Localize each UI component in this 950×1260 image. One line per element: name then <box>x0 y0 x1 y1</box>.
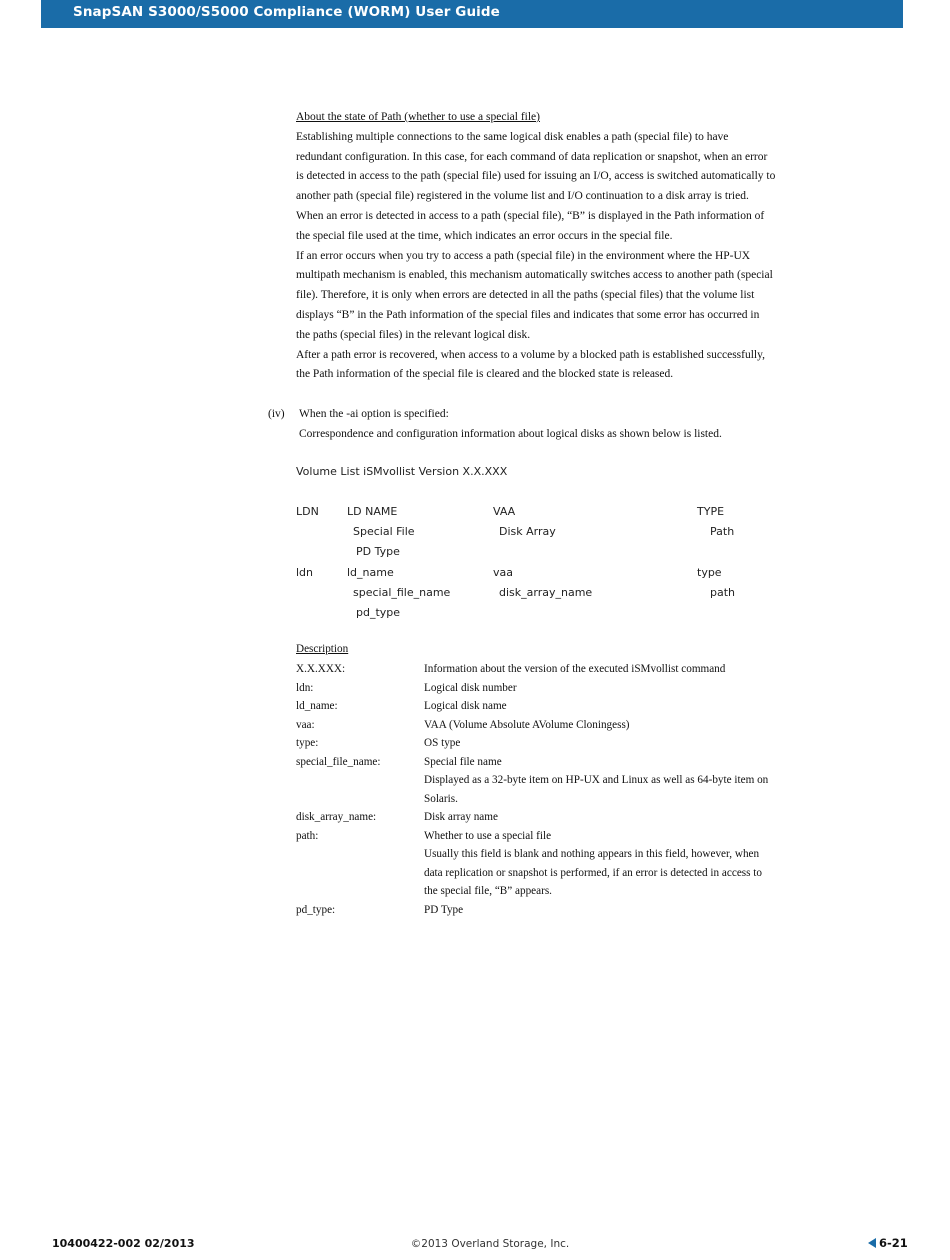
col-header-type: TYPE <box>697 505 725 518</box>
col-header-pd-type: PD Type <box>356 545 400 558</box>
col-value-path: path <box>710 586 736 599</box>
description-title: Description <box>296 643 349 655</box>
description-key: pd_type: <box>296 903 336 916</box>
version-line: Volume List iSMvollist Version X.X.XXX <box>296 465 508 478</box>
document-title: SnapSAN S3000/S5000 Compliance (WORM) User Guide <box>73 4 500 20</box>
paragraph-line: the special file used at the time, which indicates an error occurs in the special file. <box>296 229 673 242</box>
previous-page-arrow-icon <box>868 1238 876 1248</box>
paragraph-line: Establishing multiple connections to the same logical disk enables a path (special file) to have <box>296 130 729 143</box>
col-value-special-file: special_file_name <box>353 586 451 599</box>
col-header-path: Path <box>710 525 735 538</box>
about-path-section <box>296 108 775 385</box>
about-path-heading: About the state of Path (whether to use a special file) <box>296 111 540 123</box>
description-value: Logical disk name <box>424 700 507 712</box>
description-value: the special file, “B” appears. <box>424 885 552 897</box>
description-value: Special file name <box>424 755 502 768</box>
paragraph-line: file). Therefore, it is only when errors are detected in all the paths (special files) that the volume list <box>296 289 755 302</box>
page-number <box>868 1236 908 1250</box>
col-value-vaa: vaa <box>493 566 513 579</box>
description-value: VAA (Volume Absolute AVolume Cloningess) <box>424 718 630 731</box>
description-key: special_file_name: <box>296 755 381 768</box>
col-value-disk-array: disk_array_name <box>499 586 593 599</box>
description-value: OS type <box>424 737 461 749</box>
option-iv-label: (iv) <box>268 408 285 420</box>
paragraph-line: the Path information of the special file is cleared and the blocked state is released. <box>296 368 674 381</box>
col-header-special-file: Special File <box>353 525 415 538</box>
paragraph-line: redundant configuration. In this case, for each command of data replication or snapshot, when an error <box>296 150 768 163</box>
col-header-vaa: VAA <box>493 505 516 518</box>
description-value: data replication or snapshot is performed, if an error is detected in access to <box>424 866 762 879</box>
col-value-ld-name: ld_name <box>347 566 394 579</box>
paragraph-line: After a path error is recovered, when access to a volume by a blocked path is established successfully, <box>296 348 765 361</box>
col-header-ld-name: LD NAME <box>347 505 398 518</box>
paragraph-line: When an error is detected in access to a path (special file), “B” is displayed in the Path information of <box>296 209 765 222</box>
page-number-label: 6-21 <box>879 1236 908 1250</box>
col-header-ldn: LDN <box>296 505 319 518</box>
description-key: vaa: <box>296 718 315 731</box>
paragraph-line: displays “B” in the Path information of the special files and indicates that some error has occurred in <box>296 308 760 321</box>
description-key: path: <box>296 829 319 842</box>
copyright: ©2013 Overland Storage, Inc. <box>410 1238 570 1250</box>
description-value: Usually this field is blank and nothing appears in this field, however, when <box>424 848 760 860</box>
paragraph-line: If an error occurs when you try to access a path (special file) in the environment where the HP-UX <box>296 249 751 262</box>
header-bar <box>41 0 903 28</box>
col-value-ldn: ldn <box>296 566 314 579</box>
paragraph-line: multipath mechanism is enabled, this mechanism automatically switches access to another path (special <box>296 269 773 282</box>
description-value: Displayed as a 32-byte item on HP-UX and Linux as well as 64-byte item on <box>424 774 769 786</box>
col-value-pd-type: pd_type <box>356 606 401 619</box>
document-number: 10400422-002 02/2013 <box>52 1237 195 1250</box>
paragraph-line: the paths (special files) in the relevant logical disk. <box>296 328 531 341</box>
description-value: Disk array name <box>424 811 498 823</box>
description-value: PD Type <box>424 903 464 916</box>
option-iv-subtitle: Correspondence and configuration information about logical disks as shown below is listed. <box>299 428 722 440</box>
description-value: Solaris. <box>424 792 458 805</box>
description-key: type: <box>296 737 319 749</box>
description-key: ldn: <box>296 681 314 694</box>
option-iv-title: When the -ai option is specified: <box>299 408 449 420</box>
description-value: Whether to use a special file <box>424 829 552 842</box>
description-key: disk_array_name: <box>296 811 377 823</box>
description-key: X.X.XXX: <box>296 663 346 675</box>
paragraph-line: another path (special file) registered in the volume list and I/O continuation to a disk array is tried. <box>296 190 749 203</box>
description-value: Logical disk number <box>424 681 517 694</box>
paragraph-line: is detected in access to the path (special file) used for issuing an I/O, access is switched automatically to <box>296 170 776 183</box>
description-value: Information about the version of the executed iSMvollist command <box>424 663 726 675</box>
col-value-type: type <box>697 566 722 579</box>
description-key: ld_name: <box>296 700 338 712</box>
col-header-disk-array: Disk Array <box>499 525 556 538</box>
